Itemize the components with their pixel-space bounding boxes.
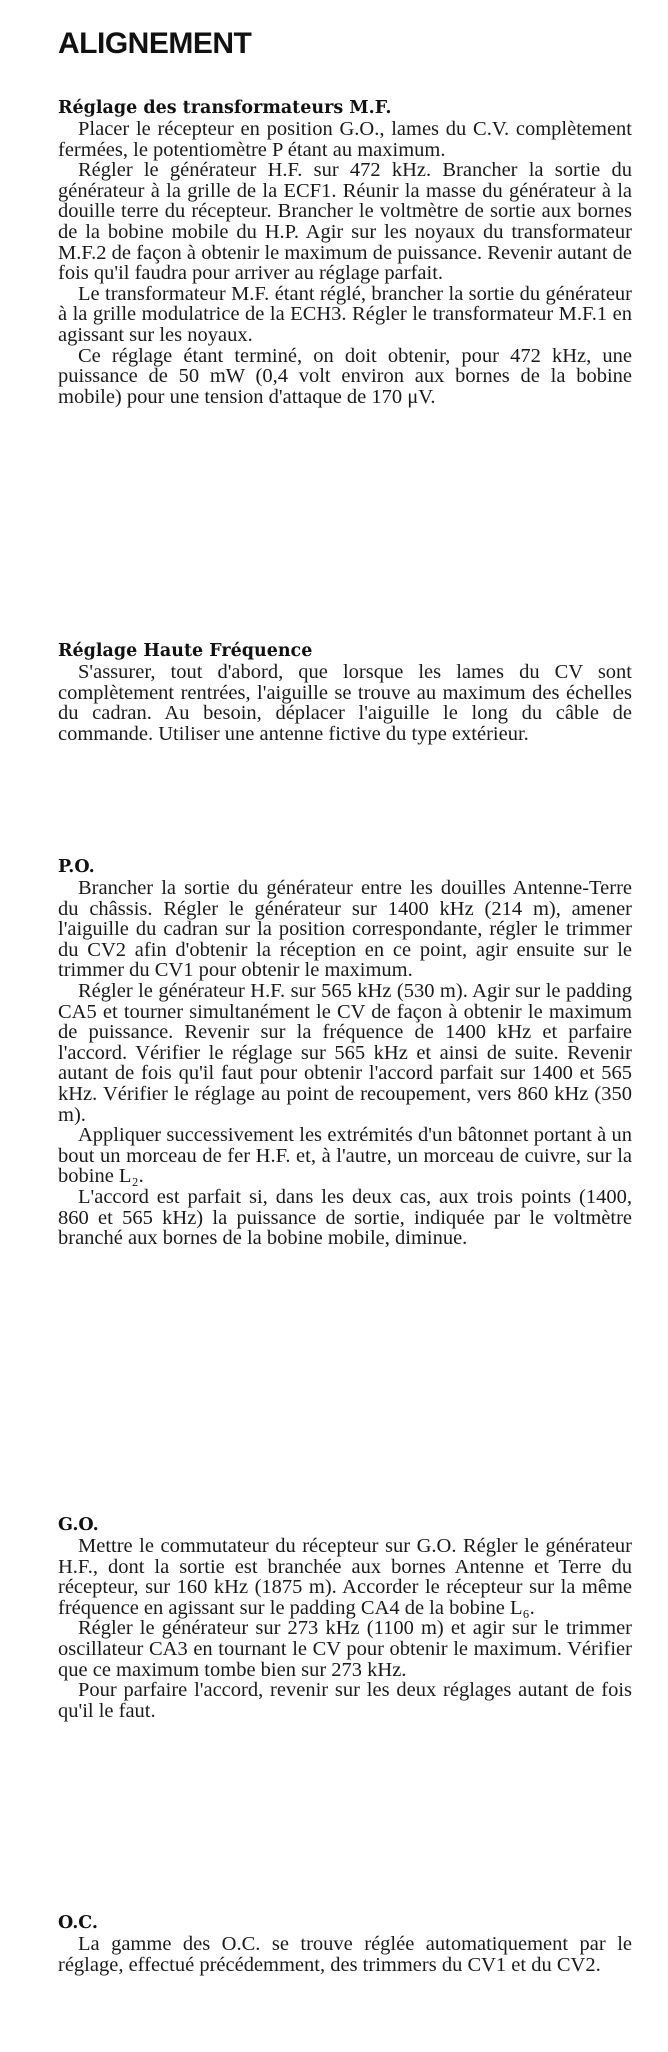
paragraph: Régler le générateur H.F. sur 565 kHz (530 m). Agir sur le padding CA5 et tourner simultanément le CV de façon à obtenir le maximum de puissance. Revenir sur la fréquence de 1400 kHz et parfaire l'accord. Vérifier le réglage sur 565 kHz et ainsi de suite. Revenir autant de fois qu'il faut pour obtenir l'accord parfait sur 1400 et 565 kHz. Vérifier le réglage au point de recoupement, vers 860 kHz (350 m). (58, 979, 632, 1126)
section-heading: P.O. (58, 857, 95, 877)
section-heading: Réglage des transformateurs M.F. (58, 98, 392, 118)
paragraph: Régler le générateur sur 273 kHz (1100 m) et agir sur le trimmer oscillateur CA3 en tournant le CV pour obtenir le maximum. Vérifier que ce maximum tombe bien sur 273 kHz. (58, 1617, 632, 1681)
paragraph: Le transformateur M.F. étant réglé, brancher la sortie du générateur à la grille modulatrice de la ECH3. Régler le transformateur M.F.1 en agissant sur les noyaux. (58, 282, 632, 346)
paragraph: S'assurer, tout d'abord, que lorsque les lames du CV sont complètement rentrées, l'aiguille se trouve au maximum des échelles du cadran. Au besoin, déplacer l'aiguille le long du câble de commande. Utiliser une antenne fictive du type extérieur. (58, 661, 632, 745)
paragraph: Régler le générateur H.F. sur 472 kHz. Brancher la sortie du générateur à la grille de la ECF1. Réunir la masse du générateur à la douille terre du récepteur. Brancher le voltmètre de sortie aux bornes de la bobine mobile du H.P. Agir sur les noyaux du transformateur M.F.2 de façon à obtenir le maximum de puissance. Revenir autant de fois qu'il faudra pour arriver au réglage parfait. (58, 159, 632, 285)
section-mf-transformers (58, 97, 632, 407)
paragraph: Appliquer successivement les extrémités d'un bâtonnet portant à un bout un morceau de fer H.F. et, à l'autre, un morceau de cuivre, sur la bobine L₂. (58, 1124, 632, 1188)
paragraph: Mettre le commutateur du récepteur sur G.O. Régler le générateur H.F., dont la sortie est branchée aux bornes Antenne et Terre du récepteur, sur 160 kHz (1875 m). Accorder le récepteur sur la même fréquence en agissant sur le padding CA4 de la bobine L₆. (58, 1535, 632, 1619)
page-title: ALIGNEMENT (58, 27, 252, 60)
paragraph: Placer le récepteur en position G.O., lames du C.V. complètement fermées, le potentiomètre P étant au maximum. (58, 118, 632, 161)
section-oc (58, 1912, 632, 1975)
section-po (58, 856, 632, 1249)
paragraph: Pour parfaire l'accord, revenir sur les deux réglages autant de fois qu'il le faut. (58, 1679, 632, 1722)
section-high-frequency (58, 640, 632, 744)
section-heading: G.O. (58, 1515, 99, 1535)
paragraph: Ce réglage étant terminé, on doit obtenir, pour 472 kHz, une puissance de 50 mW (0,4 volt environ aux bornes de la bobine mobile) pour une tension d'attaque de 170 μV. (58, 344, 632, 408)
paragraph: La gamme des O.C. se trouve réglée automatiquement par le réglage, effectué précédemment, des trimmers du CV1 et du CV2. (58, 1933, 632, 1976)
paragraph: Brancher la sortie du générateur entre les douilles Antenne-Terre du châssis. Régler le générateur sur 1400 kHz (214 m), amener l'aiguille du cadran sur la position correspondante, régler le trimmer du CV2 afin d'obtenir la réception en ce point, agir ensuite sur le trimmer du CV1 pour obtenir le maximum. (58, 877, 632, 982)
section-heading: Réglage Haute Fréquence (58, 641, 313, 661)
section-heading: O.C. (58, 1913, 99, 1933)
paragraph: L'accord est parfait si, dans les deux cas, aux trois points (1400, 860 et 565 kHz) la puissance de sortie, indiquée par le voltmètre branché aux bornes de la bobine mobile, diminue. (58, 1185, 632, 1250)
section-go (58, 1514, 632, 1721)
